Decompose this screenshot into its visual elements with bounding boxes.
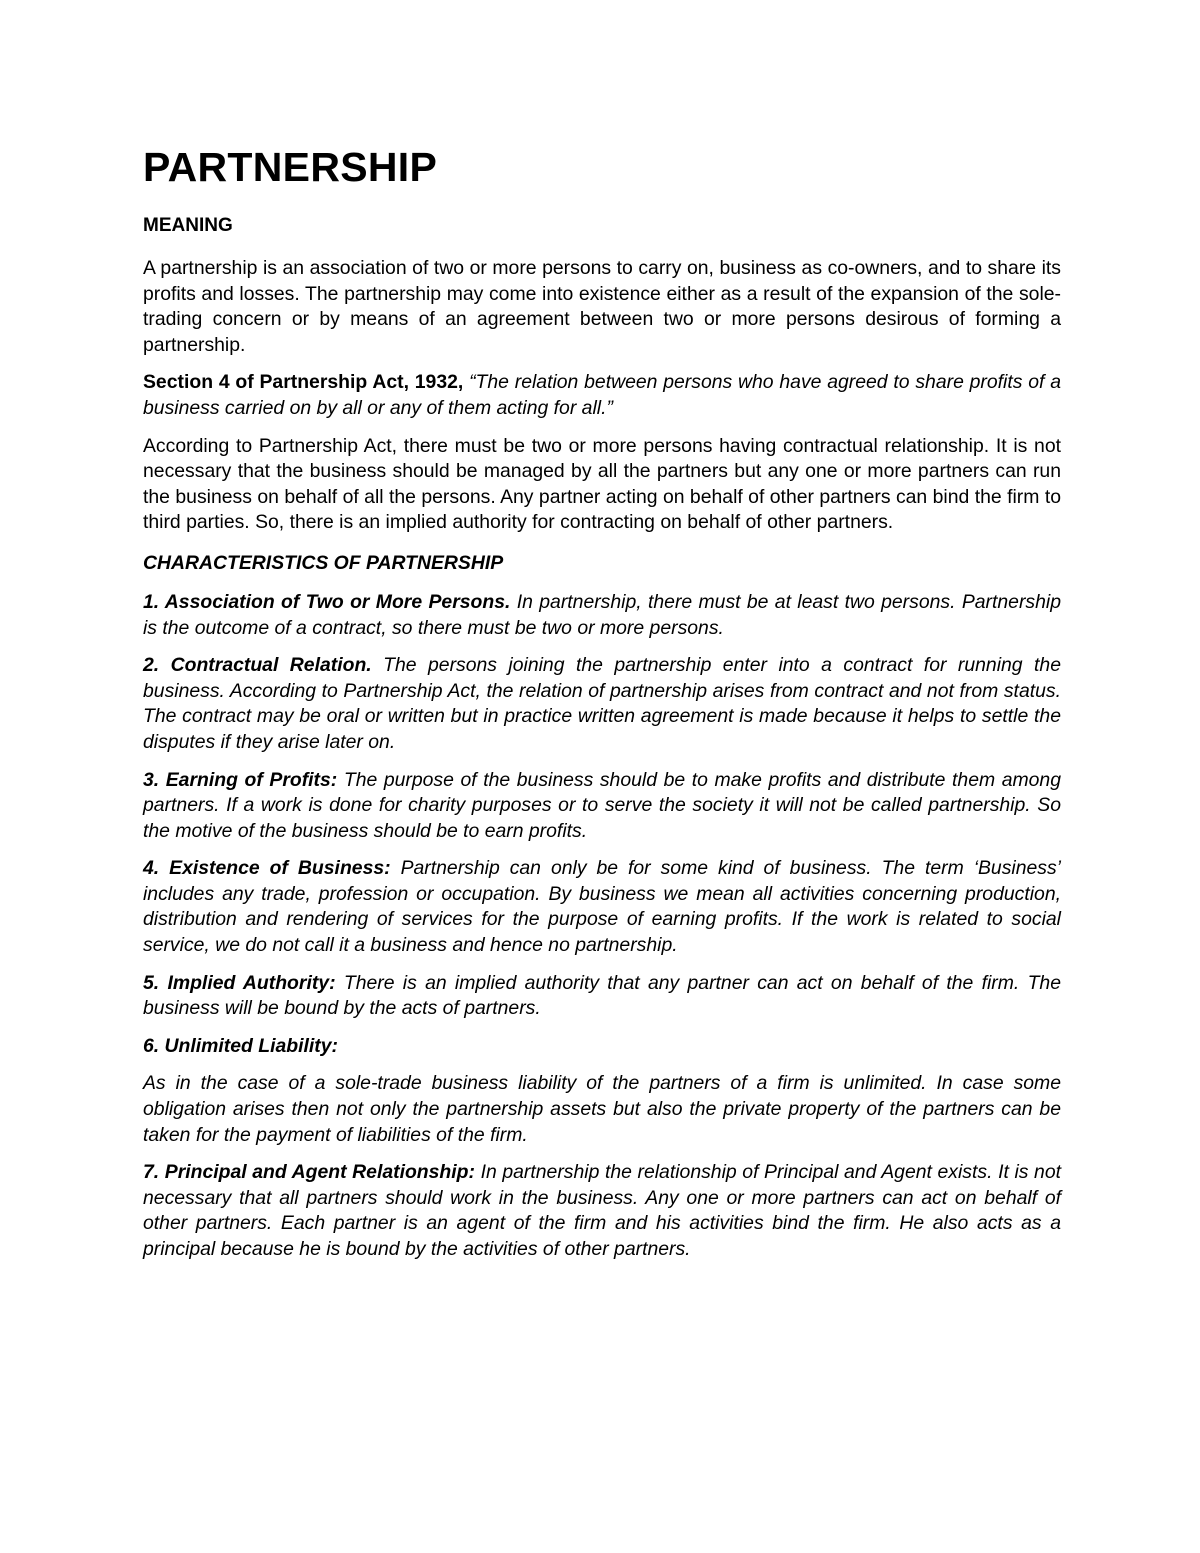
characteristic-item-5 [143, 971, 1061, 1022]
characteristic-item-6-title [143, 1034, 1061, 1060]
characteristic-title: 5. Implied Authority: [143, 971, 336, 994]
characteristic-text: In partnership, there must be at least two persons. Partnership is the outcome of a contract, so there must be two or more persons. [143, 590, 1061, 639]
characteristic-title: 7. Principal and Agent Relationship: [143, 1161, 475, 1184]
characteristic-title: 6. Unlimited Liability: [143, 1034, 339, 1057]
characteristic-item-6-text: As in the case of a sole-trade business liability of the partners of a firm is unlimited. In case some obligation arises then not only the partnership assets but also the private property of the partners can be taken for the payment of liabilities of the firm. [143, 1072, 1061, 1146]
characteristic-item-7 [143, 1160, 1061, 1262]
characteristic-text: Partnership can only be for some kind of business. The term ‘Business’ includes any trade, profession or occupation. By business we mean all activities concerning production, distribution and rendering of services for the purpose of earning profits. If the work is related to social service, we do not call it a business and hence no partnership. [143, 857, 1061, 957]
characteristic-item-1 [143, 590, 1061, 641]
definition-label: Section 4 of Partnership Act, 1932, [143, 371, 464, 394]
characteristic-title: 2. Contractual Relation. [143, 654, 372, 677]
characteristic-title: 3. Earning of Profits: [143, 768, 338, 791]
act-paragraph: According to Partnership Act, there must be two or more persons having contractual relationship. It is not necessary that the business should be managed by all the partners but any one or more partners can run the business on behalf of all the persons. Any partner acting on behalf of other partners can bind the firm to third parties. So, there is an implied authority for contracting on behalf of other partners. [143, 434, 1061, 534]
characteristic-title: 4. Existence of Business: [143, 857, 391, 880]
definition-quote: “The relation between persons who have agreed to share profits of a business carried on by all or any of them acting for all.” [143, 371, 1061, 419]
document-page [143, 138, 1061, 1263]
definition-paragraph [143, 370, 1061, 421]
characteristic-title: 1. Association of Two or More Persons. [143, 590, 511, 613]
characteristic-text: The purpose of the business should be to make profits and distribute them among partners. If a work is done for charity purposes or to serve the society it will not be called partnership. So the motive of the business should be to earn profits. [143, 768, 1062, 842]
characteristic-text: In partnership the relationship of Principal and Agent exists. It is not necessary that all partners should work in the business. Any one or more partners can act on behalf of other partners. Each partner is an agent of the firm and his activities bind the firm. He also acts as a principal because he is bound by the activities of other partners. [143, 1161, 1062, 1260]
meaning-heading: MEANING [143, 215, 233, 236]
characteristic-text: There is an implied authority that any partner can act on behalf of the firm. The business will be bound by the acts of partners. [143, 971, 1062, 1020]
meaning-paragraph: A partnership is an association of two or more persons to carry on, business as co-owners, and to share its profits and losses. The partnership may come into existence either as a result of the expansion of the sole-trading concern or by means of an agreement between two or more persons desirous of forming a partnership. [143, 257, 1061, 356]
characteristic-text: The persons joining the partnership enter into a contract for running the business. According to Partnership Act, the relation of partnership arises from contract and not from status. The contract may be oral or written but in practice written agreement is made because it helps to settle the disputes if they arise later on. [143, 654, 1061, 753]
characteristics-heading: CHARACTERISTICS OF PARTNERSHIP [143, 551, 504, 574]
characteristic-item-2 [143, 653, 1061, 755]
characteristic-item-3 [143, 768, 1061, 845]
characteristic-item-4 [143, 856, 1061, 958]
document-title: PARTNERSHIP [143, 144, 438, 190]
